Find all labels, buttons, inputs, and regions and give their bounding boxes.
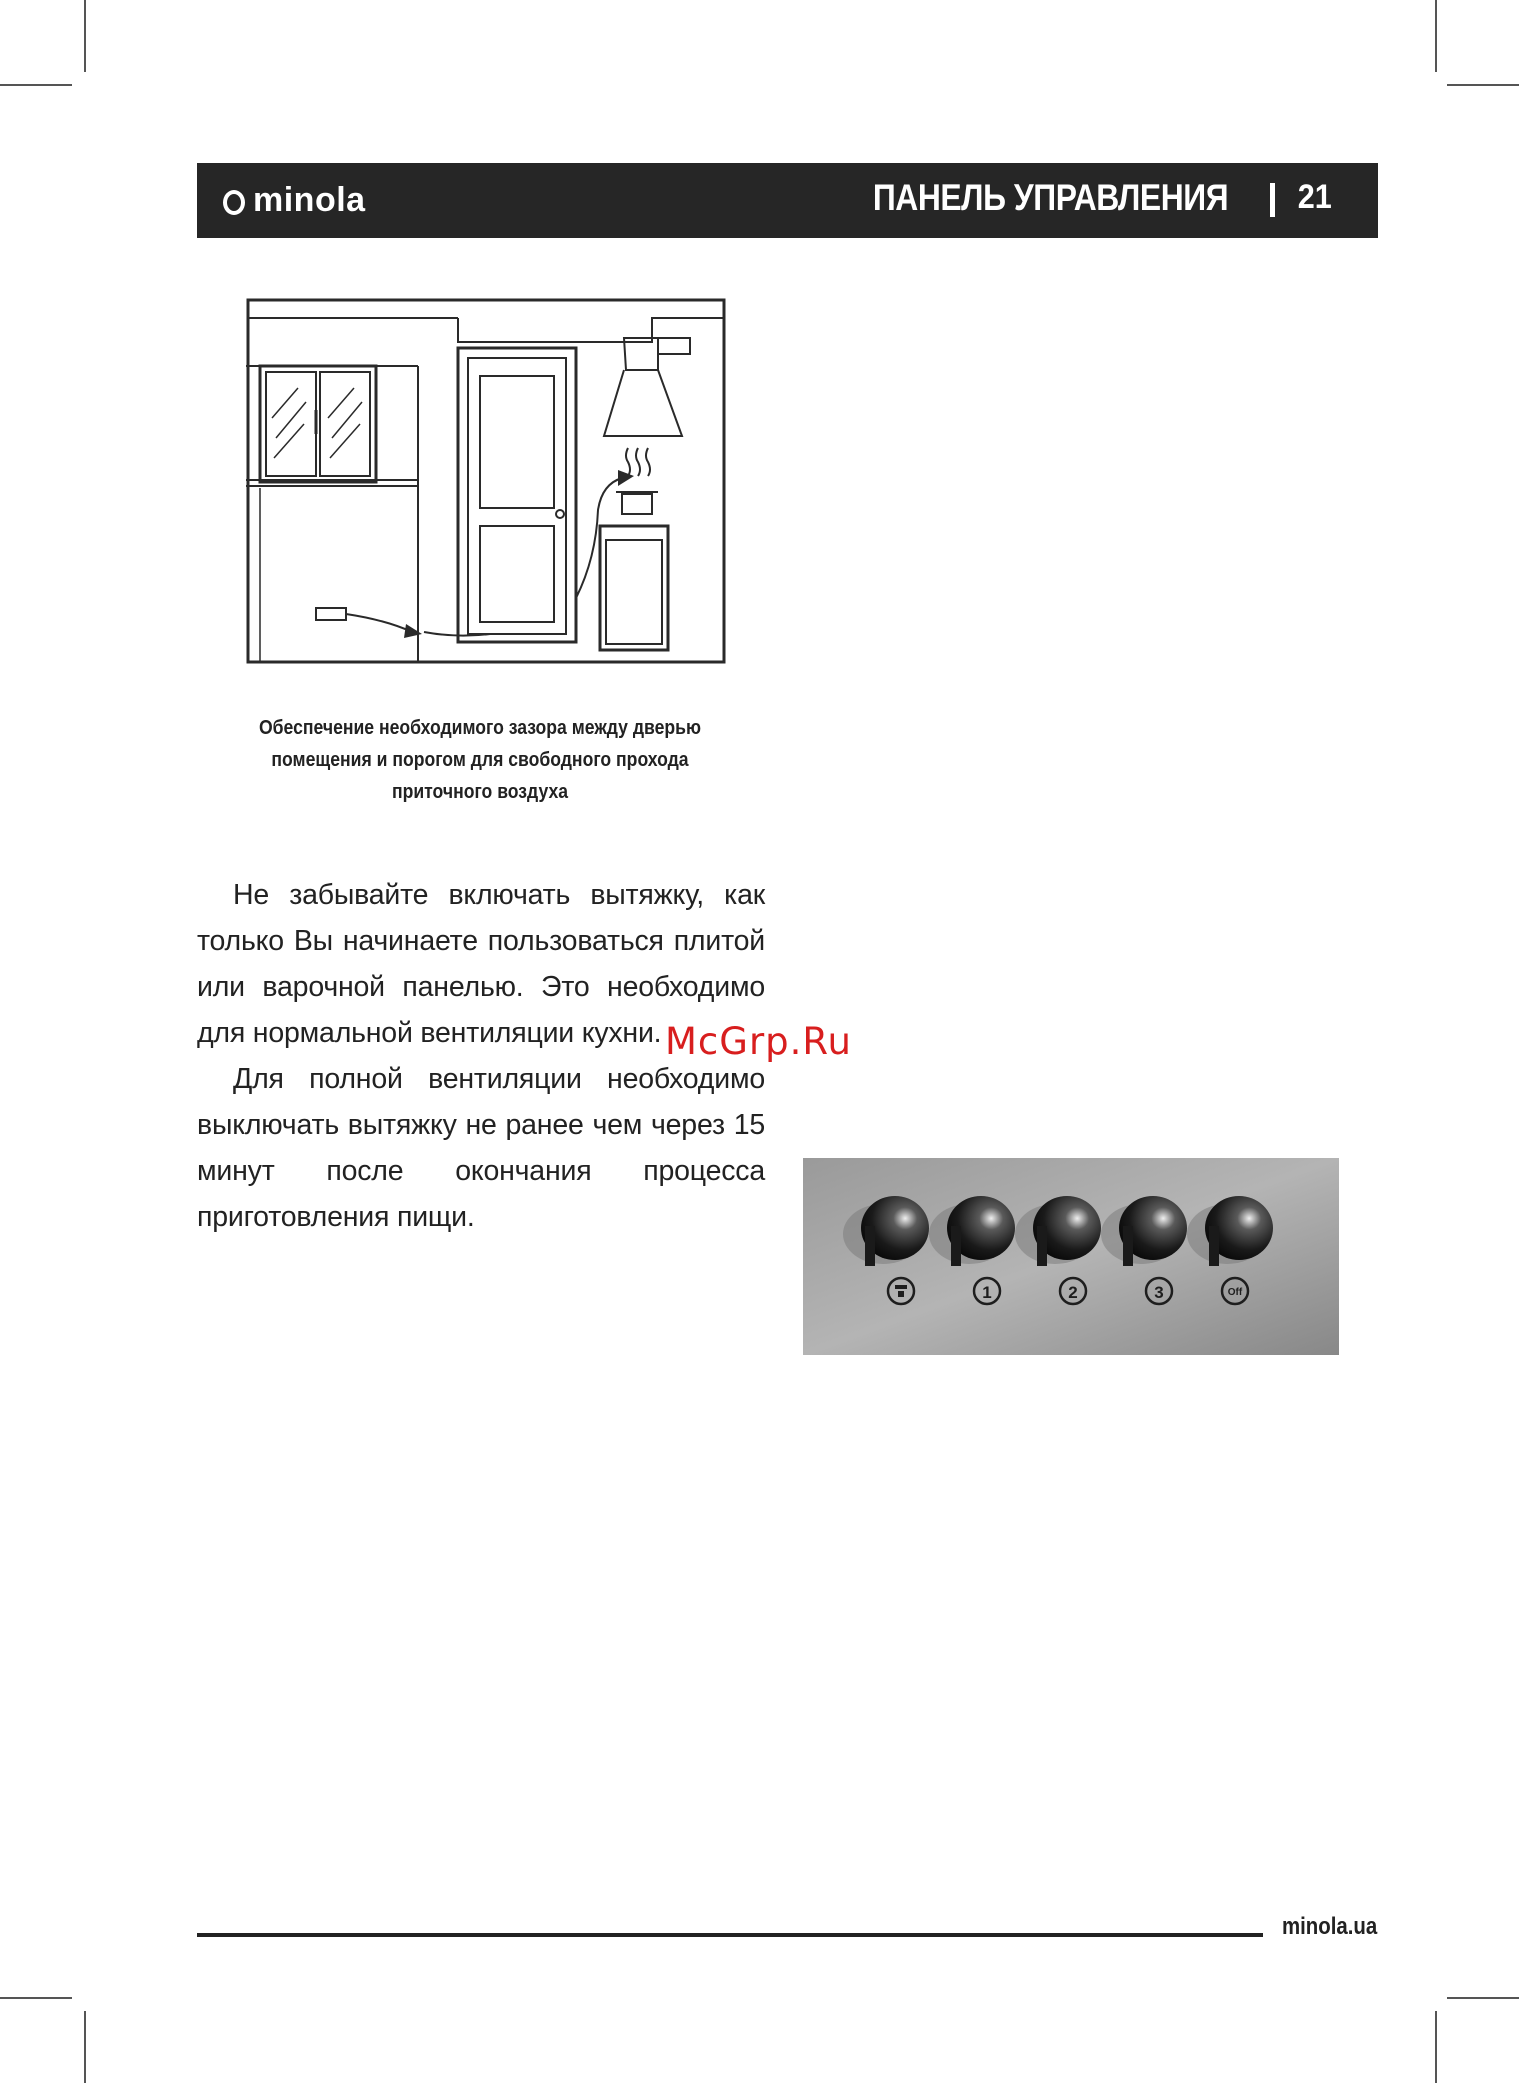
footer-rule (197, 1933, 1263, 1937)
diagram-caption: Обеспечение необходимого зазора между дверью помещения и порогом для свободного прохода приточного воздуха (258, 717, 702, 803)
speed-3-label: 3 (1154, 1283, 1164, 1302)
crop-mark (1447, 1997, 1519, 1999)
page-number: 21 (1297, 178, 1332, 216)
crop-mark (84, 2011, 86, 2083)
brand-logo (223, 180, 366, 220)
crop-mark (84, 0, 86, 72)
crop-mark (1447, 84, 1519, 86)
logo-mark-icon (223, 190, 245, 215)
speed-1-label: 1 (982, 1283, 992, 1302)
paragraph: Не забывайте включать вытяжку, как только Вы начинаете пользоваться плитой или варочной панелью. Это необходимо для нормальной вентиляции кухни. (197, 879, 765, 1049)
ventilation-diagram (246, 298, 730, 664)
control-panel-photo (803, 1158, 1339, 1355)
crop-mark (1435, 2011, 1437, 2083)
off-label: Off (1227, 1287, 1243, 1298)
speed-2-label: 2 (1068, 1283, 1078, 1302)
page-header (197, 163, 1378, 238)
watermark: McGrp.Ru (665, 1020, 852, 1063)
crop-mark (0, 84, 72, 86)
footer-website: minola.ua (1282, 1913, 1378, 1940)
paragraph: Для полной вентиляции необходимо выключать вытяжку не ранее чем через 15 минут после окончания процесса приготовления пищи. (197, 1063, 765, 1233)
brand-name: minola (253, 180, 366, 219)
crop-mark (1435, 0, 1437, 72)
crop-mark (0, 1997, 72, 1999)
header-divider (1270, 183, 1275, 217)
page-title: ПАНЕЛЬ УПРАВЛЕНИЯ (872, 177, 1228, 218)
